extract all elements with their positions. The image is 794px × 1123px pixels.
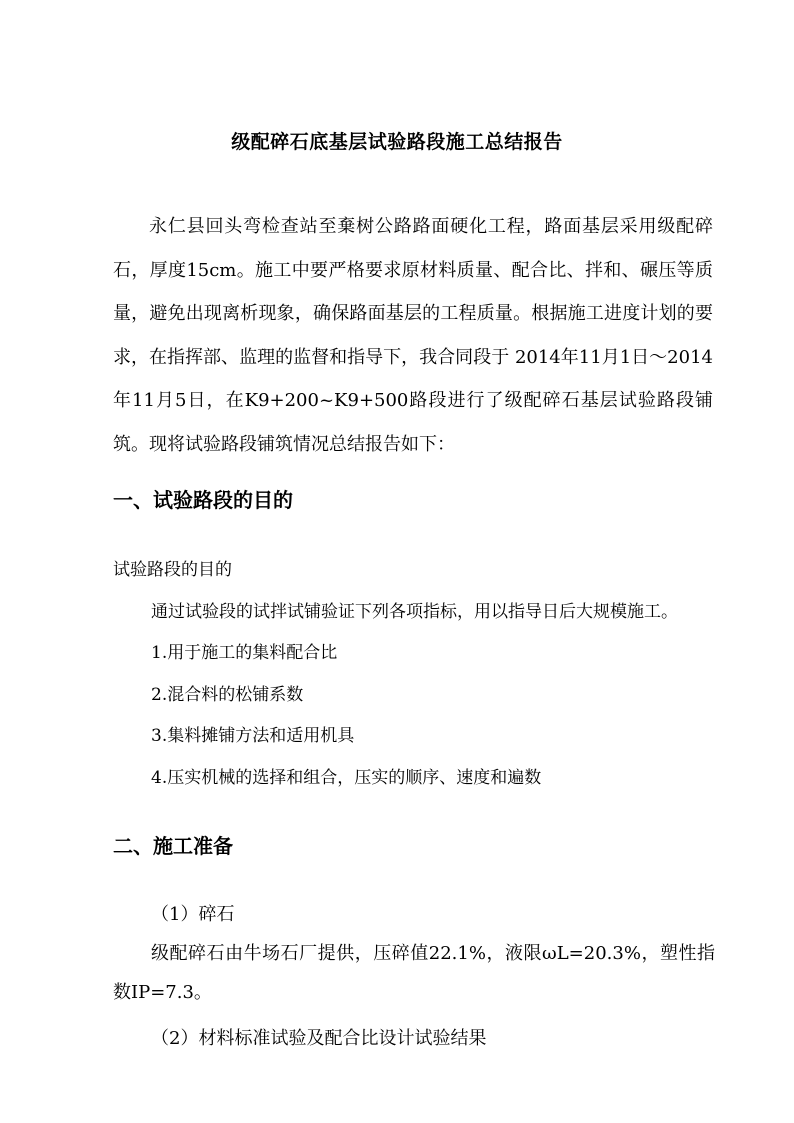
section-2-sub-1: （1）碎石 [151,904,235,925]
section-1-lead: 通过试验段的试拌试铺验证下列各项指标，用以指导日后大规模施工。 [151,602,678,622]
intro-paragraph: 永仁县回头弯检查站至棄树公路路面硬化工程，路面基层采用级配碎石，厚度15cm。施工中要严格要求原材料质量、配合比、拌和、碾压等质量，避免出现离析现象，确保路面基层的工程质量。根据施工进度计划的要求，在指挥部、监理的监督和指导下，我合同段于 2014年11月1日～2014年11月5日，在K9+200~K9+500路段进行了级配碎石基层试验路段铺筑。现将试验路段铺筑情况总结报告如下： [113,216,713,455]
document-title: 级配碎石底基层试验路段施工总结报告 [231,131,563,153]
section-1-subheading: 试验路段的目的 [113,560,232,580]
list-item: 4.压实机械的选择和组合，压实的顺序、速度和遍数 [151,768,542,788]
list-item: 1.用于施工的集料配合比 [151,643,338,663]
section-2-para-1: 级配碎石由牛场石厂提供，压碎值22.1%，液限ωL=20.3%，塑性指数IP=7.3。 [113,943,715,1003]
section-1-heading: 一、试验路段的目的 [113,488,293,512]
section-2-sub-2: （2）材料标准试验及配合比设计试验结果 [151,1028,487,1049]
section-2-heading: 二、施工准备 [113,834,233,858]
list-item: 2.混合料的松铺系数 [151,685,304,705]
list-item: 3.集料摊铺方法和适用机具 [151,726,355,746]
